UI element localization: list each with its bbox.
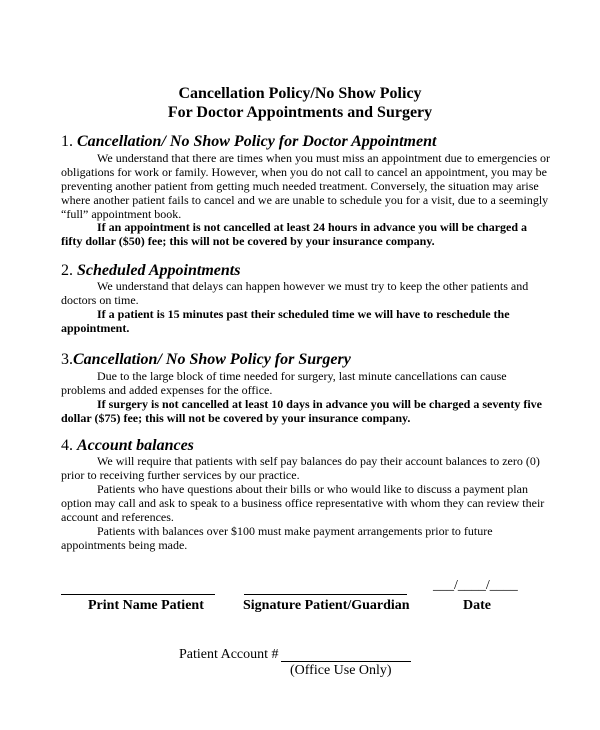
section-4-number: 4. [61, 437, 73, 454]
office-use-note: (Office Use Only) [290, 663, 392, 678]
date-blank[interactable]: ___/____/____ [433, 578, 518, 593]
print-name-line[interactable] [61, 594, 215, 595]
section-2-rule [61, 307, 551, 335]
signature-label: Signature Patient/Guardian [243, 598, 410, 613]
section-4-heading [61, 436, 194, 456]
section-4-paragraph-1: We will require that patients with self pay balances do pay their account balances to zero (0) prior to receiving further services by our practice. [61, 454, 540, 482]
print-name-label: Print Name Patient [88, 598, 204, 613]
section-4-title: Account balances [77, 437, 194, 454]
section-4-paragraph-2: Patients who have questions about their bills or who would like to discuss a payment plan option may call and ask to speak to a business office representative with whom they can review their account and references. [61, 482, 545, 524]
section-4-body [61, 454, 551, 552]
section-3-body-text: Due to the large block of time needed for surgery, last minute cancellations can cause problems and added expenses for the office. [61, 369, 507, 397]
section-1-body [61, 151, 551, 221]
section-3-number: 3. [61, 351, 73, 368]
section-2-number: 2. [61, 262, 73, 279]
section-1-body-text: We understand that there are times when you must miss an appointment due to emergencies or obligations for work or family. However, when you do not call to cancel an appointment, you may be preventing another patient from getting much needed treatment. Conversely, the situation may arise where another patient fails to cancel and we are unable to schedule you for a visit, due to a seemingly “full” appointment book. [61, 151, 551, 221]
patient-account-line[interactable] [281, 661, 411, 662]
section-1-rule-text: If an appointment is not cancelled at least 24 hours in advance you will be charged a fifty dollar ($50) fee; this will not be covered by your insurance company. [61, 220, 528, 248]
section-1-number: 1. [61, 133, 73, 150]
section-3-rule-text: If surgery is not cancelled at least 10 days in advance you will be charged a seventy five dollar ($75) fee; this will not be covered by your insurance company. [61, 397, 542, 425]
section-2-rule-text: If a patient is 15 minutes past their scheduled time we will have to reschedule the appointment. [61, 307, 510, 335]
section-1-heading [61, 132, 436, 152]
section-3-title: Cancellation/ No Show Policy for Surgery [73, 351, 351, 368]
patient-account-label: Patient Account # [179, 647, 279, 662]
section-4-paragraph-3: Patients with balances over $100 must make payment arrangements prior to future appointments being made. [61, 524, 493, 552]
section-3-body [61, 369, 551, 397]
section-3-rule [61, 397, 551, 425]
section-2-body-text: We understand that delays can happen however we must try to keep the other patients and doctors on time. [61, 279, 529, 307]
section-2-title: Scheduled Appointments [77, 262, 241, 279]
section-1-rule [61, 220, 551, 248]
date-label: Date [463, 598, 491, 613]
signature-line[interactable] [244, 594, 407, 595]
document-title-line-1: Cancellation Policy/No Show Policy [178, 85, 422, 102]
section-2-heading [61, 261, 240, 281]
section-3-heading [61, 350, 351, 370]
section-2-body [61, 279, 551, 307]
document-title-line-2: For Doctor Appointments and Surgery [167, 104, 433, 121]
section-1-title: Cancellation/ No Show Policy for Doctor Appointment [77, 133, 437, 150]
